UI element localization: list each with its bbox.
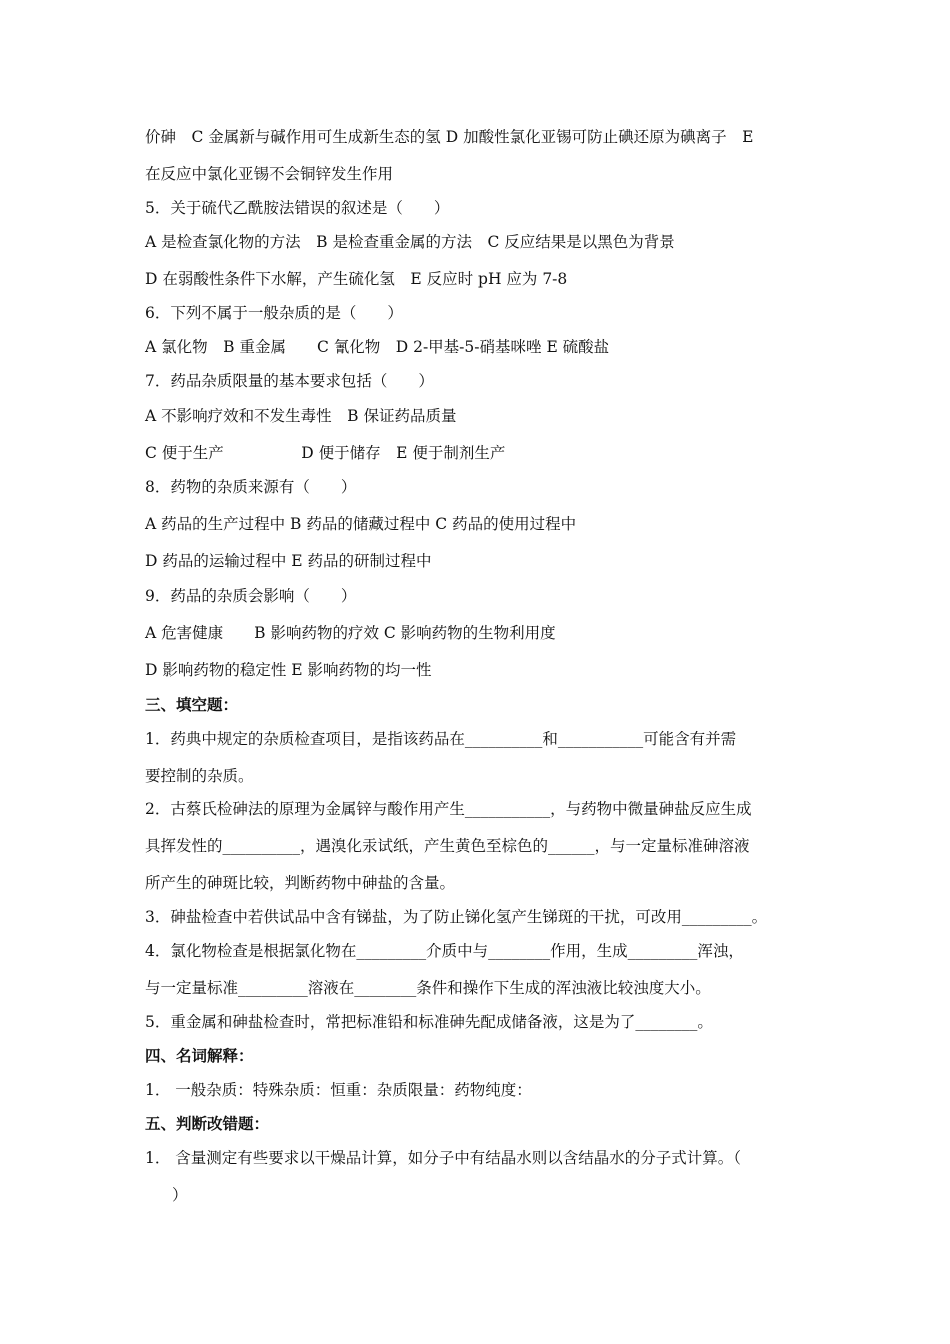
fill-question-2-cont: 所产生的砷斑比较，判断药物中砷盐的含量。	[145, 874, 456, 892]
terms-question-1: 1． 一般杂质：特殊杂质：恒重：杂质限量：药物纯度：	[145, 1081, 532, 1099]
fill-question-2: 2．古蔡氏检砷法的原理为金属锌与酸作用产生___________，与药物中微量砷盐反应生成	[145, 800, 752, 818]
fill-question-1: 1．药典中规定的杂质检查项目，是指该药品在__________和___________可能含有并需	[145, 730, 737, 748]
question-5-options: D 在弱酸性条件下水解，产生硫化氢 E 反应时 pH 应为 7-8	[145, 270, 568, 288]
question-7-options: A 不影响疗效和不发生毒性 B 保证药品质量	[145, 407, 457, 425]
question-8-options: D 药品的运输过程中 E 药品的研制过程中	[145, 552, 432, 570]
fill-question-2-cont: 具挥发性的__________，遇溴化汞试纸，产生黄色至棕色的______，与一定量标准砷溶液	[145, 837, 750, 855]
text-line: 价砷 C 金属新与碱作用可生成新生态的氢 D 加酸性氯化亚锡可防止碘还原为碘离子 E	[145, 128, 754, 146]
true-false-question-1-cont: ）	[172, 1186, 188, 1204]
question-5-options: A 是检查氯化物的方法 B 是检查重金属的方法 C 反应结果是以黑色为背景	[145, 233, 675, 251]
fill-question-3: 3．砷盐检查中若供试品中含有锑盐，为了防止锑化氢产生锑斑的干扰，可改用_________。	[145, 908, 768, 926]
question-7-options: C 便于生产 D 便于储存 E 便于制剂生产	[145, 444, 506, 462]
question-9-options: A 危害健康 B 影响药物的疗效 C 影响药物的生物利用度	[145, 624, 556, 642]
question-9: 9．药品的杂质会影响（ ）	[145, 587, 357, 605]
question-6-options: A 氯化物 B 重金属 C 氰化物 D 2-甲基-5-硝基咪唑 E 硫酸盐	[145, 338, 610, 356]
question-8: 8．药物的杂质来源有（ ）	[145, 478, 357, 496]
text-line: 在反应中氯化亚锡不会铜锌发生作用	[145, 165, 394, 183]
section-heading-true-false: 五、判断改错题：	[145, 1114, 270, 1133]
question-6: 6．下列不属于一般杂质的是（ ）	[145, 304, 403, 322]
fill-question-5: 5．重金属和砷盐检查时，常把标准铅和标准砷先配成储备液，这是为了________。	[145, 1013, 713, 1031]
fill-question-4-cont: 与一定量标准_________溶液在________条件和操作下生成的浑浊液比较浊度大小。	[145, 979, 711, 997]
question-5: 5．关于硫代乙酰胺法错误的叙述是（ ）	[145, 199, 450, 217]
section-heading-terms: 四、名词解释：	[145, 1046, 254, 1065]
section-heading-fill-in: 三、填空题：	[145, 695, 239, 714]
fill-question-1-cont: 要控制的杂质。	[145, 767, 254, 785]
question-7: 7．药品杂质限量的基本要求包括（ ）	[145, 372, 434, 390]
true-false-question-1: 1． 含量测定有些要求以干燥品计算，如分子中有结晶水则以含结晶水的分子式计算。（	[145, 1149, 742, 1167]
fill-question-4: 4．氯化物检查是根据氯化物在_________介质中与________作用，生成_________浑浊，	[145, 942, 744, 960]
question-9-options: D 影响药物的稳定性 E 影响药物的均一性	[145, 661, 432, 679]
question-8-options: A 药品的生产过程中 B 药品的储藏过程中 C 药品的使用过程中	[145, 515, 577, 533]
